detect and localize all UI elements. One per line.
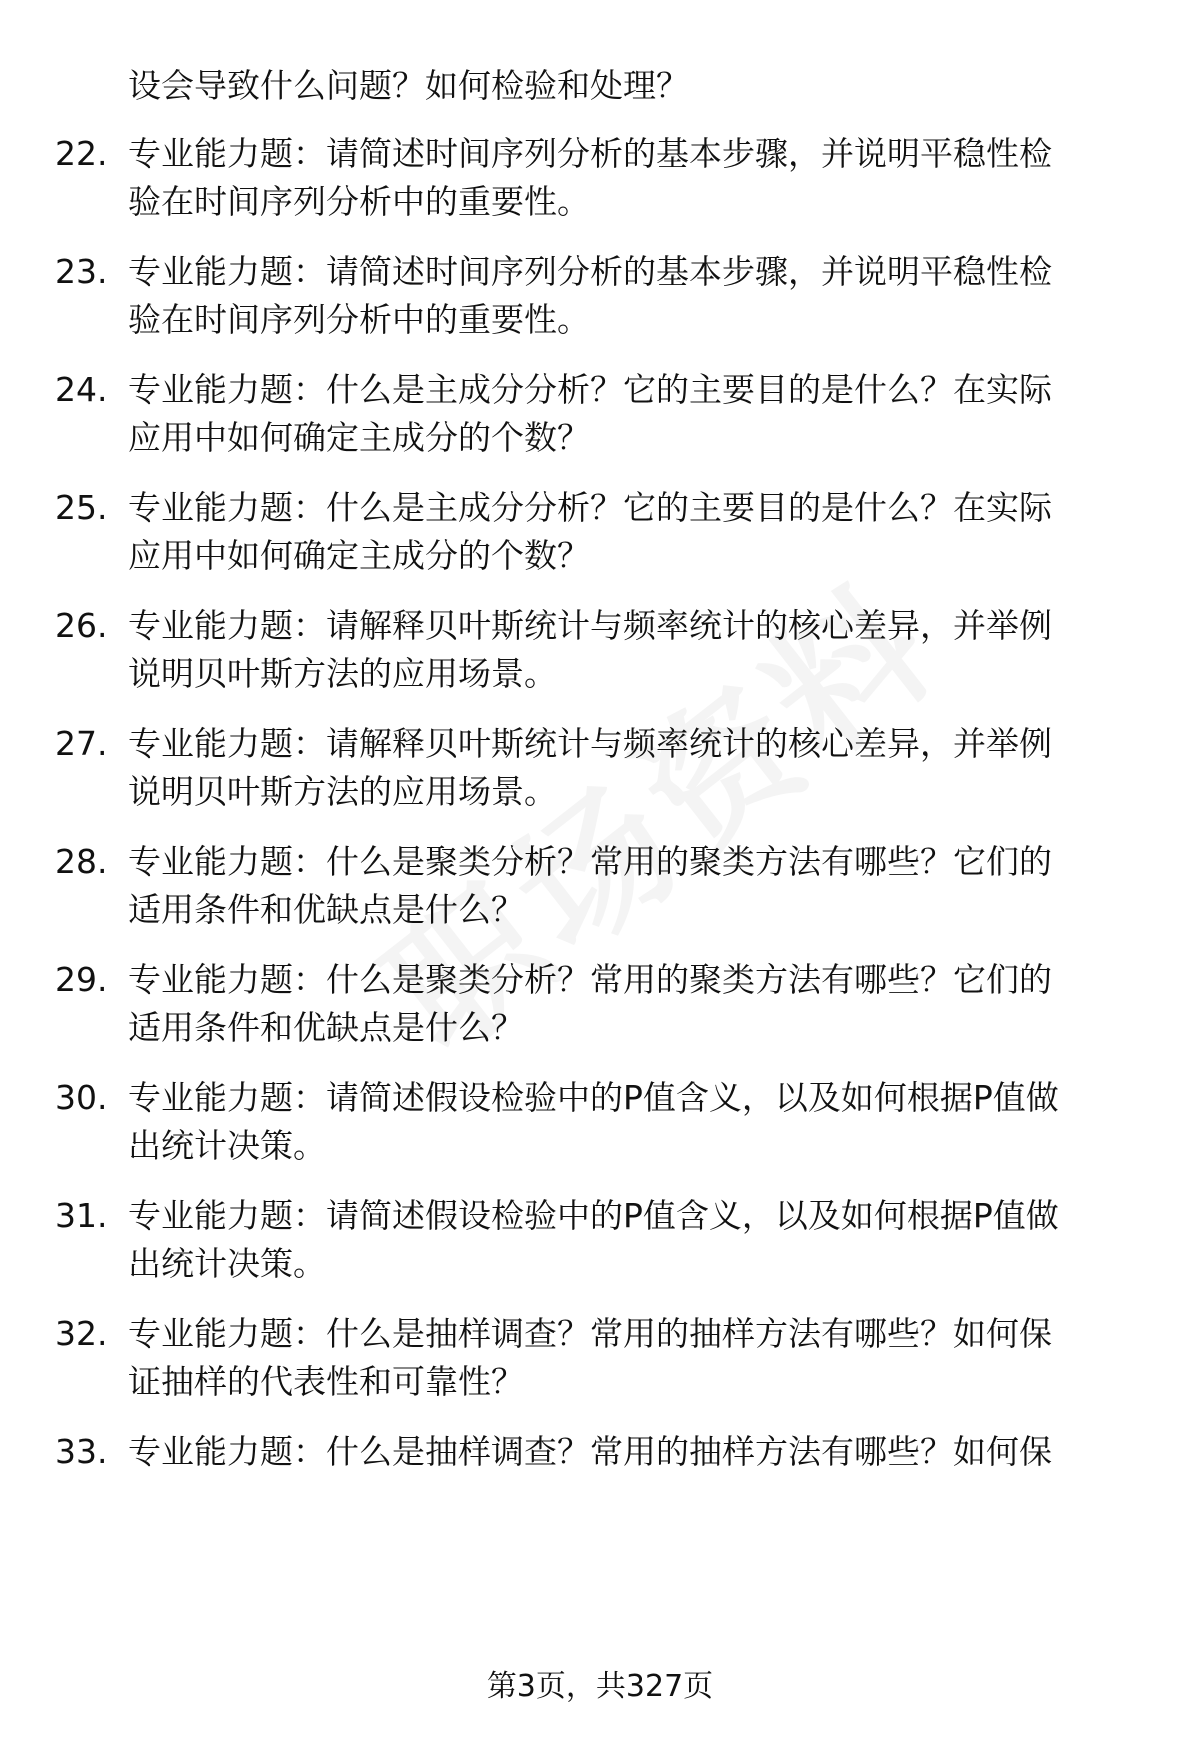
question-text [128,838,1148,934]
question-line: 说明贝叶斯方法的应用场景。 [128,654,557,693]
question-line: 专业能力题：请解释贝叶斯统计与频率统计的核心差异，并举例 [128,606,1052,645]
question-line: 应用中如何确定主成分的个数？ [128,418,590,457]
question-line: 专业能力题：请简述假设检验中的P值含义，以及如何根据P值做 [128,1078,1059,1117]
question-number: 24. [55,370,108,409]
question-text [128,1192,1148,1288]
question-line: 专业能力题：请解释贝叶斯统计与频率统计的核心差异，并举例 [128,724,1052,763]
question-text [128,1428,1148,1476]
question-line: 出统计决策。 [128,1126,326,1165]
continued-question-fragment: 设会导致什么问题？如何检验和处理？ [128,66,689,105]
question-number: 27. [55,724,108,763]
question-line: 专业能力题：什么是聚类分析？常用的聚类方法有哪些？它们的 [128,960,1052,999]
question-line: 专业能力题：请简述假设检验中的P值含义，以及如何根据P值做 [128,1196,1059,1235]
question-number: 31. [55,1196,108,1235]
question-number: 22. [55,134,108,173]
question-text [128,602,1148,698]
question-line: 证抽样的代表性和可靠性？ [128,1362,524,1401]
question-line: 专业能力题：什么是主成分分析？它的主要目的是什么？在实际 [128,370,1052,409]
question-number: 28. [55,842,108,881]
question-text [128,130,1148,226]
question-text [128,720,1148,816]
question-line: 验在时间序列分析中的重要性。 [128,182,590,221]
question-line: 专业能力题：什么是聚类分析？常用的聚类方法有哪些？它们的 [128,842,1052,881]
question-line: 验在时间序列分析中的重要性。 [128,300,590,339]
question-line: 适用条件和优缺点是什么？ [128,890,524,929]
question-line: 专业能力题：请简述时间序列分析的基本步骤，并说明平稳性检 [128,134,1052,173]
question-text [128,956,1148,1052]
question-number: 26. [55,606,108,645]
question-text [128,1074,1148,1170]
question-text [128,366,1148,462]
question-number: 30. [55,1078,108,1117]
question-number: 29. [55,960,108,999]
question-line: 专业能力题：什么是主成分分析？它的主要目的是什么？在实际 [128,488,1052,527]
question-text [128,248,1148,344]
question-line: 专业能力题：什么是抽样调查？常用的抽样方法有哪些？如何保 [128,1314,1052,1353]
question-text [128,1310,1148,1406]
question-text [128,484,1148,580]
question-line: 专业能力题：请简述时间序列分析的基本步骤，并说明平稳性检 [128,252,1052,291]
question-line: 说明贝叶斯方法的应用场景。 [128,772,557,811]
question-line: 专业能力题：什么是抽样调查？常用的抽样方法有哪些？如何保 [128,1432,1052,1471]
question-number: 25. [55,488,108,527]
question-line: 出统计决策。 [128,1244,326,1283]
question-number: 23. [55,252,108,291]
page-footer: 第3页，共327页 [486,1669,714,1704]
question-line: 适用条件和优缺点是什么？ [128,1008,524,1047]
question-number: 33. [55,1432,108,1471]
question-line: 应用中如何确定主成分的个数？ [128,536,590,575]
question-number: 32. [55,1314,108,1353]
